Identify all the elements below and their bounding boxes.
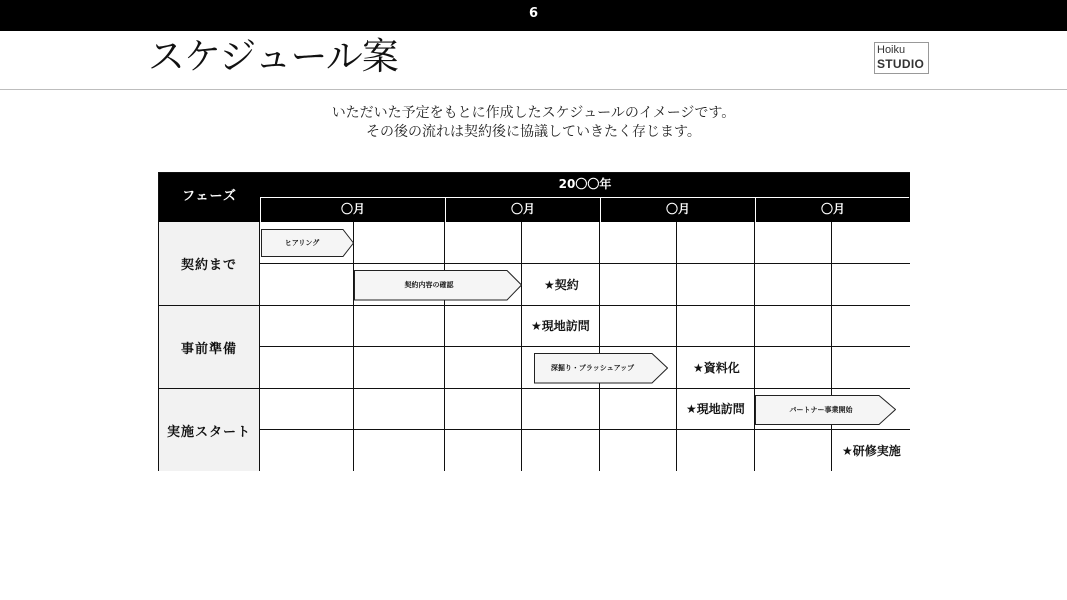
- grid-cell: [755, 306, 832, 347]
- month-header-4: 〇月: [755, 198, 910, 222]
- grid-cell: [600, 389, 677, 430]
- grid-cell: [677, 306, 755, 347]
- month-header-3: 〇月: [600, 198, 755, 222]
- grid-cell: [522, 389, 600, 430]
- grid-cell: [445, 306, 522, 347]
- milestone-training: ★研修実施: [842, 444, 901, 458]
- milestone-site-visit-1: ★現地訪問: [531, 319, 590, 333]
- grid-cell: [600, 306, 677, 347]
- grid-cell: [832, 306, 910, 347]
- grid-cell: [445, 222, 522, 264]
- grid-cell: [445, 430, 522, 471]
- company-logo: [874, 42, 929, 74]
- grid-cell: [755, 264, 832, 306]
- phase-preparation: 事前準備: [159, 306, 260, 389]
- grid-cell: [260, 389, 354, 430]
- grid-cell: [260, 347, 354, 389]
- phase-start: 実施スタート: [159, 389, 260, 471]
- grid-cell: [354, 430, 445, 471]
- grid-cell: [600, 222, 677, 264]
- page-title: スケジュール案: [148, 35, 398, 78]
- grid-cell: [677, 222, 755, 264]
- header-divider: [0, 89, 1067, 90]
- month-header-2: 〇月: [445, 198, 600, 222]
- description-line-2: その後の流れは契約後に協議していきたく存じます。: [366, 124, 701, 140]
- grid-cell: [600, 264, 677, 306]
- grid-cell: [260, 430, 354, 471]
- milestone-documentation: ★資料化: [693, 361, 740, 375]
- page-number: 6: [528, 6, 539, 21]
- schedule-table: [158, 172, 910, 471]
- task-label-partner-launch: パートナー事業開始: [789, 406, 853, 414]
- grid-cell: [522, 222, 600, 264]
- grid-cell: [354, 347, 445, 389]
- phase-header: フェーズ: [159, 173, 260, 222]
- grid-cell: [260, 264, 354, 306]
- grid-cell: [260, 306, 354, 347]
- grid-cell: [445, 389, 522, 430]
- grid-cell: [354, 306, 445, 347]
- task-label-hearing: ヒアリング: [284, 239, 320, 247]
- grid-cell: [600, 430, 677, 471]
- milestone-contract: ★契約: [544, 278, 579, 292]
- grid-cell: [354, 389, 445, 430]
- description-line-1: いただいた予定をもとに作成したスケジュールのイメージです。: [331, 105, 736, 121]
- grid-cell: [755, 430, 832, 471]
- task-label-contract-review: 契約内容の確認: [404, 281, 454, 289]
- task-arrow-hearing: [261, 229, 354, 257]
- description: [0, 104, 1067, 142]
- grid-cell: [677, 430, 755, 471]
- grid-cell: [445, 347, 522, 389]
- year-header: 20〇〇年: [260, 173, 910, 197]
- task-arrow-partner-launch: [755, 395, 896, 425]
- milestone-site-visit-2: ★現地訪問: [686, 402, 745, 416]
- grid-cell: [832, 264, 910, 306]
- phase-contract: 契約まで: [159, 222, 260, 306]
- grid-cell: [755, 347, 832, 389]
- grid-cell: [755, 222, 832, 264]
- grid-cell: [677, 264, 755, 306]
- task-label-refinement: 深掘り・ブラッシュアップ: [550, 364, 635, 372]
- logo-line-1: Hoiku: [877, 44, 906, 56]
- logo-line-2: STUDIO: [877, 57, 925, 71]
- grid-cell: [832, 222, 910, 264]
- month-header-1: 〇月: [260, 198, 445, 222]
- grid-cell: [832, 347, 910, 389]
- task-arrow-refinement: [534, 353, 668, 384]
- task-arrow-contract-review: [354, 270, 522, 298]
- grid-cell: [522, 430, 600, 471]
- page-number-bar: [0, 0, 1067, 31]
- grid-cell: [354, 222, 445, 264]
